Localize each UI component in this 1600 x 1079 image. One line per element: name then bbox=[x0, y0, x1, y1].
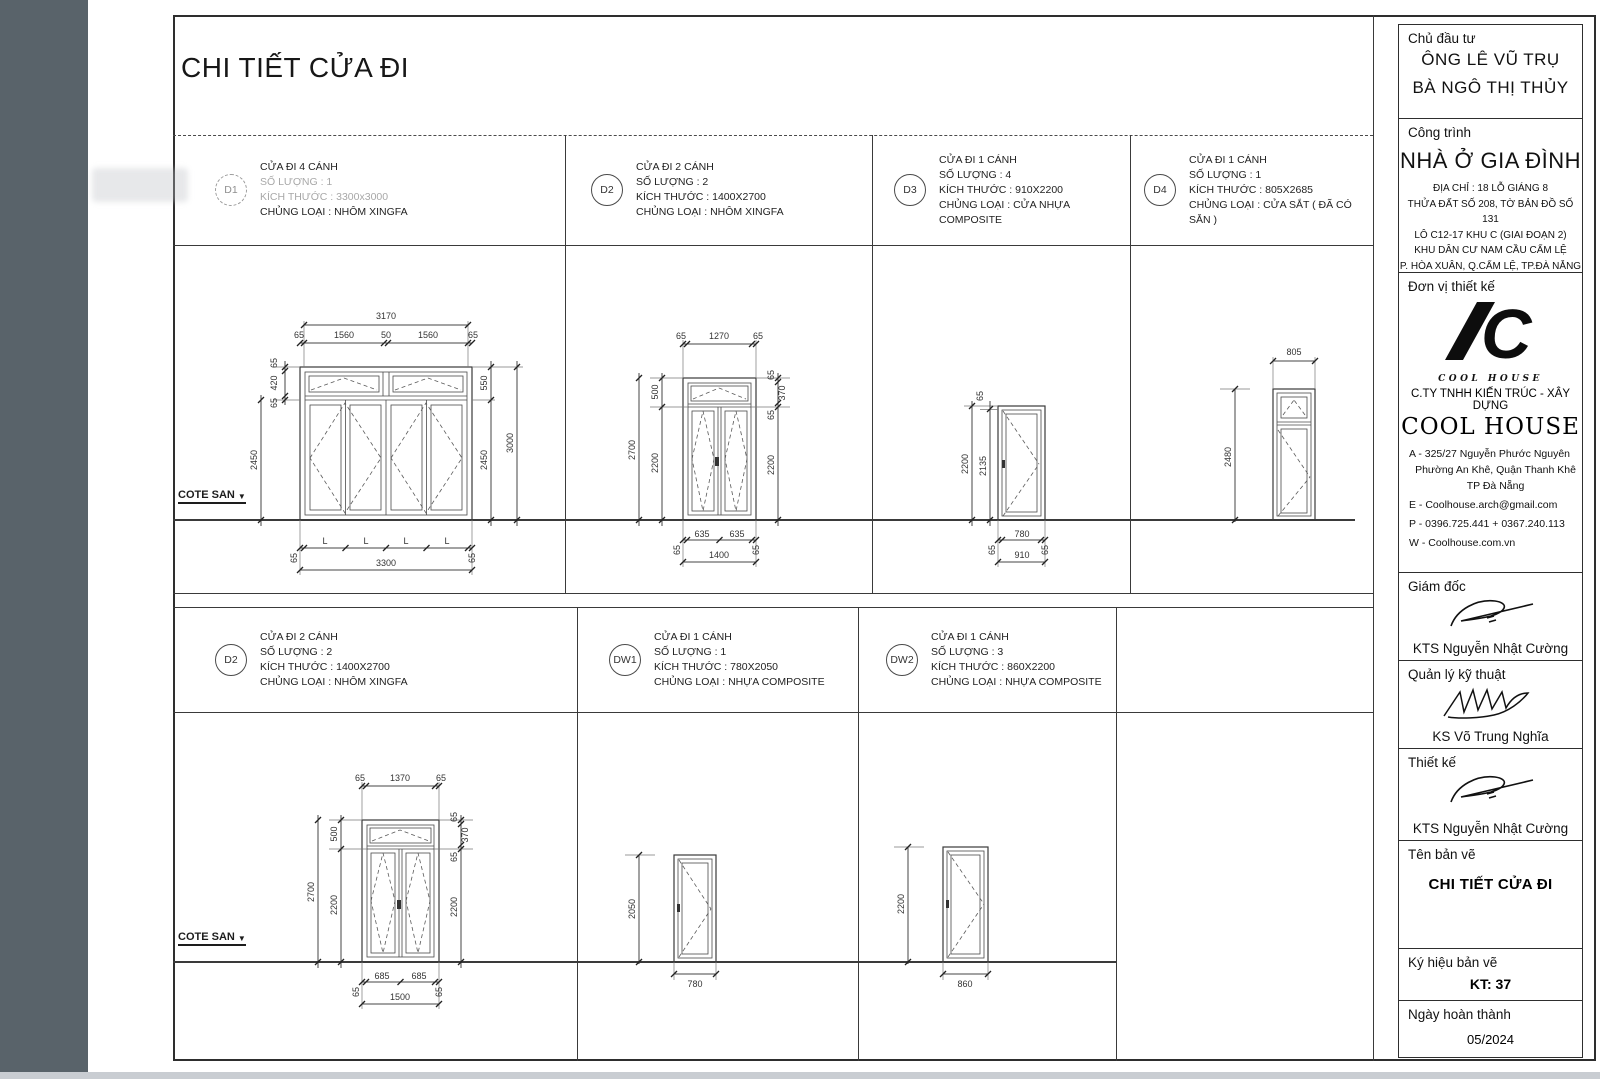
door-name: CỬA ĐI 2 CÁNH bbox=[260, 630, 338, 643]
bottom-col-divider-3 bbox=[1116, 607, 1117, 1061]
company-line: C.TY TNHH KIẾN TRÚC - XÂY DỰNG bbox=[1410, 388, 1571, 412]
section-director bbox=[1399, 573, 1582, 661]
company-address-line: TP Đà Nẵng bbox=[1466, 480, 1525, 492]
dim-label: 65 bbox=[354, 773, 366, 783]
company-email: E - Coolhouse.arch@gmail.com bbox=[1409, 499, 1558, 511]
left-gray-sidebar bbox=[0, 0, 88, 1072]
section-project bbox=[1399, 119, 1582, 273]
dim-label: 805 bbox=[1286, 347, 1302, 357]
door-qty: SỐ LƯỢNG : 2 bbox=[260, 645, 333, 658]
director-name: KTS Nguyễn Nhật Cường bbox=[1412, 641, 1569, 656]
dim-label: 2450 bbox=[249, 449, 259, 471]
dim-label: 65 bbox=[269, 357, 279, 369]
dim-label: 65 bbox=[751, 544, 761, 556]
drawing-name-label: Tên bản vẽ bbox=[1408, 847, 1476, 862]
dim-label: 2200 bbox=[766, 454, 776, 476]
dim-label: 685 bbox=[374, 971, 390, 981]
dim-label: 65 bbox=[289, 552, 299, 564]
dim-label: 1560 bbox=[333, 330, 355, 340]
designer-label: Đơn vị thiết kế bbox=[1408, 279, 1495, 294]
door-name: CỬA ĐI 1 CÁNH bbox=[939, 153, 1017, 166]
door-qty: SỐ LƯỢNG : 1 bbox=[1189, 168, 1262, 181]
dim-label: 1400 bbox=[708, 550, 730, 560]
address-line: ĐỊA CHỈ : 18 LỖ GIÁNG 8 bbox=[1432, 183, 1549, 194]
section-tech-manager bbox=[1399, 661, 1582, 749]
tech-label: Quản lý kỹ thuật bbox=[1408, 667, 1506, 682]
panel-header-dw2 bbox=[858, 607, 1116, 712]
dim-label: 65 bbox=[435, 773, 447, 783]
section-designer bbox=[1399, 273, 1582, 573]
dim-label: 2200 bbox=[896, 893, 906, 915]
drawing-name: CHI TIẾT CỬA ĐI bbox=[1428, 876, 1553, 893]
dim-label: L bbox=[403, 536, 409, 546]
door-type: CHỦNG LOẠI : NHÔM XINGFA bbox=[636, 206, 784, 218]
door-type: CHỦNG LOẠI : NHÔM XINGFA bbox=[260, 675, 408, 688]
dim-label: 65 bbox=[351, 986, 361, 998]
dim-label: 65 bbox=[467, 330, 479, 340]
dim-label: 3170 bbox=[375, 311, 397, 321]
door-qty: SỐ LƯỢNG : 4 bbox=[939, 168, 1012, 181]
cote-san-label-top: COTE SAN ▼ bbox=[178, 489, 246, 504]
dim-label: 65 bbox=[672, 544, 682, 556]
dim-label: 370 bbox=[777, 385, 787, 401]
dim-label: 65 bbox=[1040, 544, 1050, 556]
cool-house-logo-icon bbox=[1431, 296, 1551, 374]
dim-label: 2200 bbox=[329, 894, 339, 916]
address-line: KHU DÂN CƯ NAM CẦU CẨM LỆ bbox=[1414, 245, 1567, 256]
dim-label: 2200 bbox=[960, 453, 970, 475]
door-name: CỬA ĐI 2 CÁNH bbox=[636, 161, 714, 173]
door-tag-dw2: DW2 bbox=[886, 644, 918, 676]
company-address-line: Phường An Khê, Quận Thanh Khê bbox=[1415, 464, 1576, 476]
director-signature bbox=[1441, 596, 1541, 634]
door-tag-d2: D2 bbox=[591, 174, 623, 206]
dim-label: 2450 bbox=[479, 449, 489, 471]
door-qty: SỐ LƯỢNG : 2 bbox=[636, 176, 709, 188]
door-name: CỬA ĐI 1 CÁNH bbox=[654, 630, 732, 643]
door-size: KÍCH THƯỚC : 3300x3000 bbox=[260, 191, 389, 203]
dim-label: 550 bbox=[479, 375, 489, 391]
door-drawing-dw2 bbox=[858, 712, 1116, 1060]
door-type: CHỦNG LOẠI : CỬA NHỰA COMPOSITE bbox=[939, 198, 1070, 226]
panel-header-dw1 bbox=[577, 607, 858, 712]
door-drawing-d3 bbox=[872, 245, 1130, 593]
dim-label: 500 bbox=[329, 826, 339, 842]
drawing-area-right-border bbox=[1373, 15, 1374, 1061]
date-label: Ngày hoàn thành bbox=[1408, 1007, 1511, 1022]
dim-label: L bbox=[444, 536, 450, 546]
dim-label: 370 bbox=[460, 827, 470, 843]
section-design bbox=[1399, 749, 1582, 841]
door-type: CHỦNG LOẠI : NHỰA COMPOSITE bbox=[654, 675, 825, 688]
tech-name: KS Võ Trung Nghĩa bbox=[1432, 729, 1549, 744]
dim-label: 1370 bbox=[389, 773, 411, 783]
page-title: CHI TIẾT CỬA ĐI bbox=[181, 52, 409, 83]
section-drawing-code bbox=[1399, 949, 1582, 1001]
dim-label: 500 bbox=[650, 384, 660, 400]
dim-label: 65 bbox=[269, 397, 279, 409]
address-line: THỬA ĐẤT SỐ 208, TỜ BẢN ĐỒ SỐ 131 bbox=[1407, 198, 1574, 225]
dim-label: 65 bbox=[766, 409, 776, 421]
door-name: CỬA ĐI 1 CÁNH bbox=[931, 630, 1009, 643]
dim-label: 3300 bbox=[375, 558, 397, 568]
door-name: CỬA ĐI 1 CÁNH bbox=[1189, 153, 1267, 166]
row-divider-top bbox=[173, 593, 1373, 594]
dim-label: 65 bbox=[449, 851, 459, 863]
dim-label: 1270 bbox=[708, 331, 730, 341]
tech-signature bbox=[1436, 684, 1546, 720]
address-line: P. HÒA XUÂN, Q.CẨM LỆ, TP.ĐÀ NẴNG bbox=[1399, 260, 1582, 272]
dim-label: 2700 bbox=[627, 439, 637, 461]
door-drawing-d2b bbox=[173, 712, 577, 1060]
investor-name-2: BÀ NGÔ THỊ THỦY bbox=[1412, 78, 1569, 97]
dim-label: 65 bbox=[434, 986, 444, 998]
dim-label: 65 bbox=[752, 331, 764, 341]
door-size: KÍCH THƯỚC : 1400X2700 bbox=[636, 191, 766, 203]
company-address-line: A - 325/27 Nguyễn Phước Nguyên bbox=[1409, 448, 1571, 460]
door-tag-dw1: DW1 bbox=[609, 644, 641, 676]
dim-label: 2135 bbox=[978, 455, 988, 477]
door-tag-d1: D1 bbox=[215, 174, 247, 206]
door-type: CHỦNG LOẠI : NHỰA COMPOSITE bbox=[931, 675, 1102, 688]
door-type: CHỦNG LOẠI : CỬA SẮT ( ĐÃ CÓ SẴN ) bbox=[1189, 198, 1352, 226]
design-label: Thiết kế bbox=[1408, 755, 1457, 770]
section-date bbox=[1399, 1001, 1582, 1059]
door-size: KÍCH THƯỚC : 860X2200 bbox=[931, 660, 1055, 673]
dim-label: 65 bbox=[293, 330, 305, 340]
investor-name-1: ÔNG LÊ VŨ TRỤ bbox=[1421, 50, 1560, 69]
design-name: KTS Nguyễn Nhật Cường bbox=[1412, 821, 1569, 836]
door-qty: SỐ LƯỢNG : 3 bbox=[931, 645, 1004, 658]
address-line: LÔ C12-17 KHU C (GIAI ĐOẠN 2) bbox=[1414, 229, 1567, 241]
door-drawing-d2 bbox=[565, 245, 872, 593]
dim-label: 635 bbox=[694, 529, 710, 539]
dim-label: 3000 bbox=[505, 432, 515, 454]
dim-label: 1560 bbox=[417, 330, 439, 340]
company-name: COOL HOUSE bbox=[1401, 414, 1580, 440]
dim-label: 2050 bbox=[627, 898, 637, 920]
panel-header-d2b bbox=[173, 607, 577, 712]
door-name: CỬA ĐI 4 CÁNH bbox=[260, 161, 338, 173]
dim-label: 65 bbox=[975, 390, 985, 402]
dim-label: 2480 bbox=[1223, 446, 1233, 468]
dim-label: 65 bbox=[987, 544, 997, 556]
door-tag-d4: D4 bbox=[1144, 174, 1176, 206]
title-block bbox=[1398, 24, 1583, 1058]
dim-label: 65 bbox=[675, 331, 687, 341]
bottom-gray-strip bbox=[0, 1072, 1600, 1079]
logo-word: COOL HOUSE bbox=[1438, 374, 1543, 384]
svg-text:C: C bbox=[1480, 296, 1532, 373]
company-website: W - Coolhouse.com.vn bbox=[1409, 537, 1516, 549]
dim-label: L bbox=[363, 536, 369, 546]
door-drawing-dw1 bbox=[577, 712, 858, 1060]
company-phone: P - 0396.725.441 + 0367.240.113 bbox=[1409, 518, 1565, 530]
dim-label: 65 bbox=[766, 369, 776, 381]
dim-label: L bbox=[322, 536, 328, 546]
drawing-code: KT: 37 bbox=[1469, 976, 1512, 992]
door-qty: SỐ LƯỢNG : 1 bbox=[654, 645, 727, 658]
dim-label: 2700 bbox=[306, 881, 316, 903]
cote-san-label-bottom: COTE SAN ▼ bbox=[178, 931, 246, 946]
door-tag-d3: D3 bbox=[894, 174, 926, 206]
dim-label: 685 bbox=[411, 971, 427, 981]
door-drawing-d4 bbox=[1130, 245, 1373, 593]
door-size: KÍCH THƯỚC : 1400X2700 bbox=[260, 660, 390, 673]
level-mark-icon: ▼ bbox=[237, 492, 246, 501]
dim-label: 780 bbox=[1014, 529, 1030, 539]
door-size: KÍCH THƯỚC : 805X2685 bbox=[1189, 183, 1313, 196]
dim-label: 780 bbox=[687, 979, 703, 989]
project-label: Công trình bbox=[1408, 125, 1472, 140]
dim-label: 635 bbox=[729, 529, 745, 539]
dim-label: 420 bbox=[269, 375, 279, 391]
dim-label: 1500 bbox=[389, 992, 411, 1002]
design-signature bbox=[1441, 772, 1541, 810]
dim-label: 65 bbox=[449, 811, 459, 823]
investor-label: Chủ đầu tư bbox=[1408, 31, 1476, 46]
door-drawing-d1 bbox=[173, 245, 565, 593]
project-name: NHÀ Ở GIA ĐÌNH bbox=[1399, 148, 1582, 173]
section-investor bbox=[1399, 25, 1582, 119]
panel-header-d1 bbox=[173, 135, 565, 245]
director-label: Giám đốc bbox=[1408, 579, 1466, 594]
panel-header-d3 bbox=[872, 135, 1130, 245]
door-tag-d2b: D2 bbox=[215, 644, 247, 676]
door-size: KÍCH THƯỚC : 780X2050 bbox=[654, 660, 778, 673]
dim-label: 65 bbox=[467, 552, 477, 564]
door-qty: SỐ LƯỢNG : 1 bbox=[260, 176, 333, 188]
dim-label: 2200 bbox=[449, 896, 459, 918]
level-mark-icon: ▼ bbox=[237, 934, 246, 943]
dim-label: 860 bbox=[957, 979, 973, 989]
date-value: 05/2024 bbox=[1467, 1032, 1514, 1047]
dim-label: 910 bbox=[1014, 550, 1030, 560]
drawing-code-label: Ký hiệu bản vẽ bbox=[1408, 955, 1498, 970]
door-size: KÍCH THƯỚC : 910X2200 bbox=[939, 183, 1063, 196]
panel-header-d2 bbox=[565, 135, 872, 245]
door-type: CHỦNG LOẠI : NHÔM XINGFA bbox=[260, 206, 408, 218]
dim-label: 50 bbox=[380, 330, 392, 340]
section-drawing-name bbox=[1399, 841, 1582, 949]
dim-label: 2200 bbox=[650, 452, 660, 474]
panel-header-d4 bbox=[1130, 135, 1373, 245]
